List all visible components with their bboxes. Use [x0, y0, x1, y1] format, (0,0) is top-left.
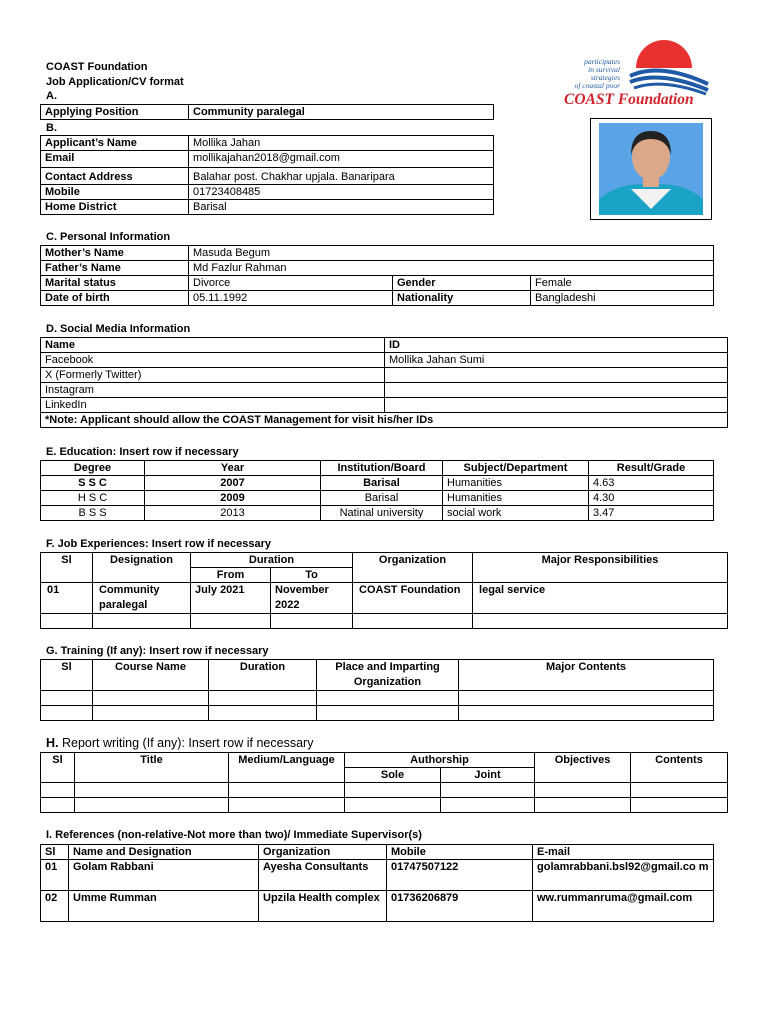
table-row — [41, 614, 728, 629]
marital-value: Divorce — [189, 276, 393, 291]
social-row-id — [385, 368, 728, 383]
ref-mobile: 01747507122 — [387, 860, 533, 891]
ref-email: golamrabbani.bsl92@gmail.co m — [533, 860, 714, 891]
references-title: I. References (non-relative-Not more than two)/ Immediate Supervisor(s) — [46, 829, 422, 841]
training-header-contents: Major Contents — [459, 660, 714, 691]
job-header-designation: Designation — [93, 553, 191, 583]
job-sl: 01 — [41, 583, 93, 614]
ref-email: ww.rummanruma@gmail.com — [533, 891, 714, 922]
ref-header-email: E-mail — [533, 845, 714, 860]
social-row-id — [385, 383, 728, 398]
training-table — [40, 659, 714, 721]
job-header-organization: Organization — [353, 553, 473, 583]
dob-value: 05.11.1992 — [189, 291, 393, 306]
nationality-value: Bangladeshi — [531, 291, 714, 306]
mother-value: Masuda Begum — [189, 246, 714, 261]
home-district-value: Barisal — [189, 200, 494, 215]
mother-label: Mother’s Name — [41, 246, 189, 261]
marital-label: Marital status — [41, 276, 189, 291]
report-header-contents: Contents — [631, 753, 728, 783]
job-header-duration: Duration — [191, 553, 353, 568]
section-a-label: A. — [46, 90, 57, 102]
social-row-name: X (Formerly Twitter) — [41, 368, 385, 383]
edu-degree: B S S — [41, 506, 145, 521]
training-header-duration: Duration — [209, 660, 317, 691]
edu-subject: social work — [443, 506, 589, 521]
applicant-photo-icon — [591, 119, 711, 219]
report-title-prefix: H. — [46, 736, 59, 750]
table-row — [41, 891, 714, 922]
edu-year: 2013 — [145, 506, 321, 521]
social-media-title: D. Social Media Information — [46, 323, 191, 335]
social-row-id — [385, 398, 728, 413]
applicant-name-label: Applicant’s Name — [41, 136, 189, 151]
job-to: November 2022 — [271, 583, 353, 614]
report-table — [40, 752, 728, 813]
job-responsibilities: legal service — [473, 583, 728, 614]
coast-logo — [560, 32, 720, 112]
edu-header-institution: Institution/Board — [321, 461, 443, 476]
table-row — [41, 506, 714, 521]
report-header-joint: Joint — [441, 768, 535, 783]
logo-tagline-1: participates — [584, 57, 620, 66]
job-designation: Community paralegal — [93, 583, 191, 614]
applicant-photo — [590, 118, 712, 220]
logo-name: COAST Foundation — [564, 91, 694, 108]
social-media-table — [40, 337, 728, 428]
report-header-sl: Sl — [41, 753, 75, 783]
edu-header-subject: Subject/Department — [443, 461, 589, 476]
training-title: G. Training (If any): Insert row if necessary — [46, 645, 269, 657]
edu-institution: Barisal — [321, 491, 443, 506]
table-row — [41, 706, 714, 721]
edu-year: 2007 — [145, 476, 321, 491]
ref-name: Golam Rabbani — [69, 860, 259, 891]
gender-value: Female — [531, 276, 714, 291]
job-experience-title: F. Job Experiences: Insert row if necessary — [46, 538, 271, 550]
job-header-sl: Sl — [41, 553, 93, 583]
report-title — [46, 736, 313, 750]
edu-degree: H S C — [41, 491, 145, 506]
logo-tagline-2: in survival strategies — [588, 65, 620, 82]
social-row-name: LinkedIn — [41, 398, 385, 413]
applying-position-value: Community paralegal — [189, 105, 494, 120]
ref-name: Umme Rumman — [69, 891, 259, 922]
edu-result: 4.63 — [589, 476, 714, 491]
email-label: Email — [41, 151, 189, 168]
edu-header-degree: Degree — [41, 461, 145, 476]
social-col-name: Name — [41, 338, 385, 353]
table-row — [41, 476, 714, 491]
applicant-name-value: Mollika Jahan — [189, 136, 494, 151]
table-row — [41, 798, 728, 813]
nationality-label: Nationality — [393, 291, 531, 306]
ref-sl: 01 — [41, 860, 69, 891]
job-experience-table — [40, 552, 728, 629]
report-header-sole: Sole — [345, 768, 441, 783]
table-row — [41, 691, 714, 706]
mobile-value: 01723408485 — [189, 185, 494, 200]
applicant-table — [40, 135, 494, 215]
form-title: Job Application/CV format — [46, 76, 184, 88]
ref-header-mobile: Mobile — [387, 845, 533, 860]
section-b-label: B. — [46, 122, 57, 134]
mobile-label: Mobile — [41, 185, 189, 200]
social-row-id: Mollika Jahan Sumi — [385, 353, 728, 368]
org-name: COAST Foundation — [46, 61, 148, 73]
job-header-to: To — [271, 568, 353, 583]
report-title-rest: Report writing (If any): Insert row if necessary — [58, 736, 314, 750]
dob-label: Date of birth — [41, 291, 189, 306]
edu-header-year: Year — [145, 461, 321, 476]
edu-header-result: Result/Grade — [589, 461, 714, 476]
father-label: Father’s Name — [41, 261, 189, 276]
job-header-from: From — [191, 568, 271, 583]
edu-subject: Humanities — [443, 491, 589, 506]
ref-header-organization: Organization — [259, 845, 387, 860]
training-header-course: Course Name — [93, 660, 209, 691]
job-from: July 2021 — [191, 583, 271, 614]
email-value: mollikajahan2018@gmail.com — [189, 151, 494, 168]
logo-tagline-3: of coastal poor — [574, 81, 620, 90]
education-title: E. Education: Insert row if necessary — [46, 446, 239, 458]
ref-header-sl: Sl — [41, 845, 69, 860]
training-header-sl: Sl — [41, 660, 93, 691]
home-district-label: Home District — [41, 200, 189, 215]
training-header-place: Place and Imparting Organization — [317, 660, 459, 691]
social-col-id: ID — [385, 338, 728, 353]
father-value: Md Fazlur Rahman — [189, 261, 714, 276]
edu-result: 3.47 — [589, 506, 714, 521]
edu-subject: Humanities — [443, 476, 589, 491]
contact-address-label: Contact Address — [41, 168, 189, 185]
edu-result: 4.30 — [589, 491, 714, 506]
ref-header-name: Name and Designation — [69, 845, 259, 860]
table-row — [41, 783, 728, 798]
table-row — [41, 860, 714, 891]
gender-label: Gender — [393, 276, 531, 291]
applying-position-table — [40, 104, 494, 120]
personal-info-title: C. Personal Information — [46, 231, 171, 243]
edu-degree: S S C — [41, 476, 145, 491]
ref-organization: Upzila Health complex — [259, 891, 387, 922]
report-header-objectives: Objectives — [535, 753, 631, 783]
report-header-title: Title — [75, 753, 229, 783]
ref-sl: 02 — [41, 891, 69, 922]
social-row-name: Facebook — [41, 353, 385, 368]
edu-year: 2009 — [145, 491, 321, 506]
table-row — [41, 583, 728, 614]
contact-address-value: Balahar post. Chakhar upjala. Banaripara — [189, 168, 494, 185]
report-header-medium: Medium/Language — [229, 753, 345, 783]
ref-mobile: 01736206879 — [387, 891, 533, 922]
social-row-name: Instagram — [41, 383, 385, 398]
education-table — [40, 460, 714, 521]
report-header-authorship: Authorship — [345, 753, 535, 768]
job-organization: COAST Foundation — [353, 583, 473, 614]
ref-organization: Ayesha Consultants — [259, 860, 387, 891]
applying-position-label: Applying Position — [41, 105, 189, 120]
table-row — [41, 491, 714, 506]
edu-institution: Natinal university — [321, 506, 443, 521]
references-table — [40, 844, 714, 922]
edu-institution: Barisal — [321, 476, 443, 491]
personal-info-table — [40, 245, 714, 306]
social-note: *Note: Applicant should allow the COAST Management for visit his/her IDs — [41, 413, 728, 428]
job-header-responsibilities: Major Responsibilities — [473, 553, 728, 583]
